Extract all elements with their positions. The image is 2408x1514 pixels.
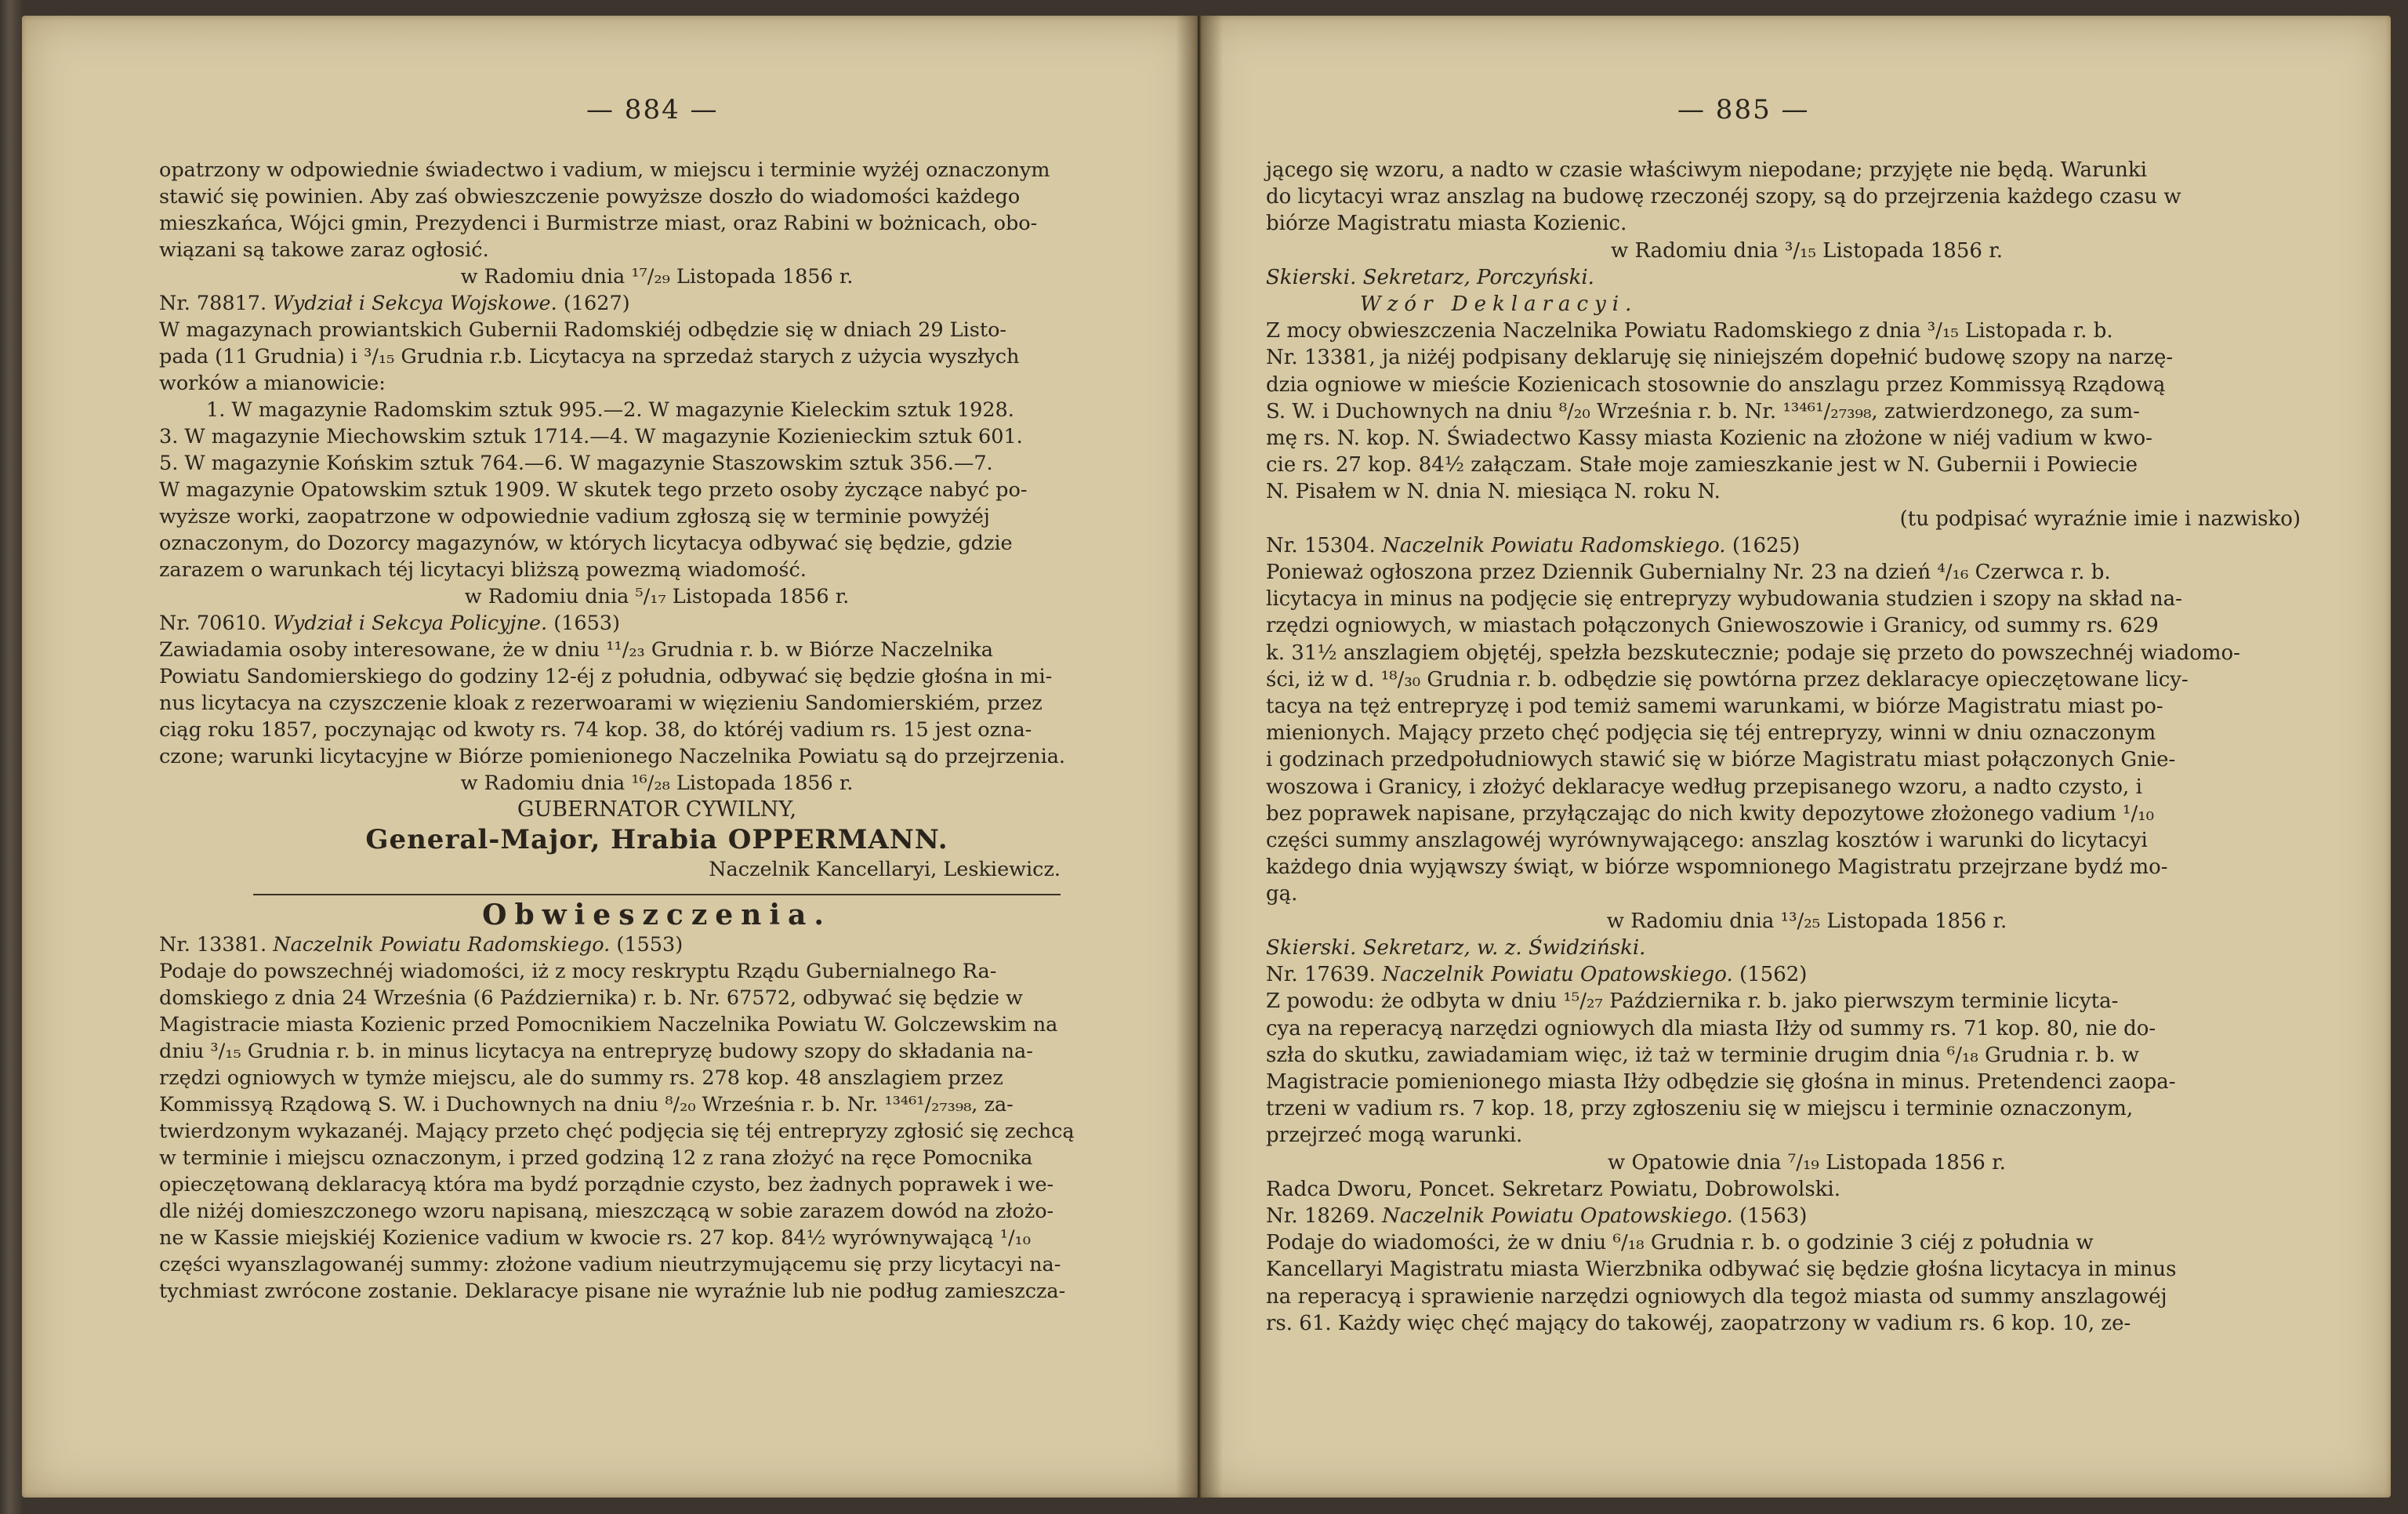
text-line: mieszkańca, Wójci gmin, Prezydenci i Burmistrze miast, oraz Rabini w bożnicach, obo- [159,212,1038,235]
text-line: worków a mianowicie: [159,372,386,395]
text-line: cie rs. 27 kop. 84½ załączam. Stałe moje zamieszkanie jest w N. Gubernii i Powiecie [1266,453,2138,477]
text-line: Podaje do powszechnéj wiadomości, iż z mocy reskryptu Rządu Gubernialnego Ra- [159,960,997,983]
text-line: Z powodu: że odbyta w dniu ¹⁵/₂₇ Października r. b. jako pierwszym terminie licyta- [1266,989,2119,1014]
notice-number: Nr. 17639. [1266,963,1376,987]
text-line: w terminie i miejscu oznaczonym, i przed godziną 12 z rana złożyć na ręce Pomocnika [159,1146,1033,1170]
signature-left: Radca Dworu, Poncet. [1266,1177,1496,1201]
text-line: ści, iż w d. ¹⁸/₃₀ Grudnia r. b. odbędzie się powtórna przez deklaracye opieczętowane licy- [1266,667,2189,692]
text-line: rzędzi ogniowych w tymże miejscu, ale do summy rs. 278 kop. 48 anszlagiem przez [159,1066,1003,1090]
notice-number: Nr. 18269. [1266,1204,1376,1228]
text-line: tacya na tęż entrepryzę i pod temiż samemi warunkami, w biórze Magistratu miast po- [1266,695,2163,719]
text-line: mę rs. N. kop. N. Świadectwo Kassy miasta Kozienic na złożone w niéj vadium w kwo- [1266,427,2152,451]
text-line: na reperacyą i sprawienie narzędzi ogniowych dla tegoż miasta od summy anszlagowéj [1266,1284,2167,1309]
notice-header [1266,532,2348,559]
left-body-text [159,157,1155,1305]
text-line: Ponieważ ogłoszona przez Dziennik Gubernialny Nr. 23 na dzień ⁴/₁₆ Czerwca r. b. [1266,561,2111,585]
text-line: gą. [1266,882,1298,906]
text-line: twierdzonym wykazanéj. Mający przeto chęć podjęcia się téj entrepryzy zgłosić się zechcą [159,1120,1075,1143]
notice-code: (1653) [553,612,620,635]
text-line: jącego się wzoru, a nadto w czasie właściwym niepodane; przyjęte nie będą. Warunki [1266,158,2147,182]
notice-number: Nr. 15304. [1266,533,1376,557]
text-line: pada (11 Grudnia) i ³/₁₅ Grudnia r.b. Licytacya na sprzedaż starych z użycia wyszłych [159,345,1020,369]
text-line: Podaje do wiadomości, że w dniu ⁶/₁₈ Grudnia r. b. o godzinie 3 ciéj z południa w [1266,1231,2094,1255]
text-line: dniu ³/₁₅ Grudnia r. b. in minus licytacya na entrepryzę budowy szopy do składania na- [159,1040,1033,1063]
text-line: k. 31½ anszlagiem objętéj, spełzła bezskutecznie; podaje się przeto do powszechnéj wiadomo- [1266,641,2240,665]
date-line: w Radomiu dnia ¹³/₂₅ Listopada 1856 r. [1606,909,2007,933]
text-line: woszowa i Granicy, i złożyć deklaracye według przepisanego wzoru, a nadto czysto, i [1266,775,2142,799]
signature-line [1266,935,2348,961]
notice-office: Naczelnik Powiatu Opatowskiego. [1382,963,1733,987]
text-line: Kommissyą Rządową S. W. i Duchownych na dniu ⁸/₂₀ Września r. b. Nr. ¹³⁴⁶¹/₂₇₃₉₈, za- [159,1093,1014,1116]
text-line: opatrzony w odpowiednie świadectwo i vadium, w miejscu i terminie wyżéj oznaczonym [159,158,1050,182]
text-line: tychmiast zwrócone zostanie. Deklaracye pisane nie wyraźnie lub nie podług zamieszcza- [159,1280,1066,1303]
text-line: Magistracie pomienionego miasta Iłży odbędzie się głośna in minus. Pretendenci zaopa- [1266,1069,2176,1094]
text-line: części summy anszlagowéj wyrównywającego: anszlag kosztów i warunki do licytacyi [1266,829,2148,853]
text-line: szła do skutku, zawiadamiam więc, iż taż w terminie drugim dnia ⁶/₁₈ Grudnia r. b. w [1266,1043,2140,1067]
text-line: opieczętowaną deklaracyą która ma bydź porządnie czysto, bez żadnych poprawek i we- [159,1173,1054,1196]
text-line: mienionych. Mający przeto chęć podjęcia się téj entrepryzy, winni w dniu oznaczonym [1266,721,2156,746]
form-title: Wzór Deklaracyi. [1360,292,1638,317]
text-line: Powiatu Sandomierskiego do godziny 12-éj z południa, odbywać się będzie głośna in mi- [159,665,1053,688]
text-line: przejrzeć mogą warunki. [1266,1124,1523,1148]
notice-code: (1625) [1732,533,1801,557]
text-line: ciąg roku 1857, poczynając od kwoty rs. 74 kop. 38, do któréj vadium rs. 15 jest ozna- [159,718,1032,742]
text-line: domskiego z dnia 24 Września (6 Października) r. b. Nr. 67572, odbywać się będzie w [159,986,1023,1010]
signature-note: (tu podpisać wyraźnie imie i nazwisko) [1899,506,2301,531]
text-line: dle niżéj domieszczonego wzoru napisaną, mieszczącą w sobie zarazem dowód na złożo- [159,1200,1054,1223]
chancellery-signature: Naczelnik Kancellaryi, Leskiewicz. [709,858,1061,881]
signature-left: Skierski. [1266,935,1357,960]
notice-header [159,290,1155,317]
text-line: czone; warunki licytacyjne w Biórze pomienionego Naczelnika Powiatu są do przejrzenia. [159,745,1066,768]
notice-office: Naczelnik Powiatu Radomskiego. [273,933,611,957]
signature-right: Sekretarz, Porczyński. [1362,265,1594,289]
date-line: w Radomiu dnia ¹⁷/₂₉ Listopada 1856 r. [460,265,854,289]
text-line: 3. W magazynie Miechowskim sztuk 1714.—4. W magazynie Kozienieckim sztuk 601. [159,425,1023,448]
notice-code: (1627) [563,292,630,315]
text-line: Kancellaryi Magistratu miasta Wierzbnika odbywać się będzie głośna licytacya in minus [1266,1258,2177,1282]
section-divider [253,894,1061,895]
text-line: licytacya in minus na podjęcie się entrepryzy wybudowania studzien i szopy na skład na- [1266,587,2182,612]
text-line: do licytacyi wraz anszlag na budowę rzeczonéj szopy, są do przejrzenia każdego czasu w [1266,185,2181,209]
right-page [1199,16,2391,1498]
signature-right: Sekretarz Powiatu, Dobrowolski. [1501,1177,1840,1201]
notice-header [159,931,1155,958]
notice-office: Wydział i Sekcya Wojskowe. [273,292,557,315]
notice-number: Nr. 78817. [159,292,267,315]
text-line: nus licytacya na czyszczenie kloak z rezerwoarami w więzieniu Sandomierskiém, przez [159,692,1043,715]
notice-number: Nr. 70610. [159,612,267,635]
notice-office: Wydział i Sekcya Policyjne. [273,612,548,635]
signature-line [1266,264,2348,291]
date-line: w Radomiu dnia ¹⁶/₂₈ Listopada 1856 r. [460,772,854,795]
section-title: Obwieszczenia. [482,899,832,931]
text-line: N. Pisałem w N. dnia N. miesiąca N. roku N. [1266,480,1721,504]
text-line: W magazynach prowiantskich Gubernii Radomskiéj odbędzie się w dniach 29 Listo- [159,318,1007,342]
notice-header [1266,961,2348,988]
left-page [22,16,1198,1498]
date-line: w Radomiu dnia ³/₁₅ Listopada 1856 r. [1610,238,2004,263]
text-line: Zawiadamia osoby interesowane, że w dniu ¹¹/₂₃ Grudnia r. b. w Biórze Naczelnika [159,638,993,662]
text-line: części wyanszlagowanéj summy: złożone vadium nieutrzymującemu się przy licytacyi na- [159,1253,1061,1276]
text-line: W magazynie Opatowskim sztuk 1909. W skutek tego przeto osoby życzące nabyć po- [159,478,1028,502]
text-line: oznaczonym, do Dozorcy magazynów, w których licytacya odbywać się będzie, gdzie [159,532,1013,555]
text-line: dzia ogniowe w mieście Kozienicach stosownie do anszlagu przez Kommissyą Rządową [1266,372,2166,397]
notice-office: Naczelnik Powiatu Opatowskiego. [1382,1204,1733,1228]
notice-header [159,610,1155,637]
text-line: każdego dnia wyjąwszy świąt, w biórze wspomnionego Magistratu przejrzane bydź mo- [1266,855,2168,880]
signature-line [1266,1176,2348,1203]
right-page-number: — 885 — [1677,94,1810,125]
general-signature: General-Major, Hrabia OPPERMANN. [365,824,948,855]
notice-header [1266,1203,2348,1229]
text-line: zarazem o warunkach téj licytacyi bliższą powezmą wiadomość. [159,558,807,582]
text-line: rs. 61. Każdy więc chęć mający do takowéj, zaopatrzony w vadium rs. 6 kop. 10, ze- [1266,1311,2131,1335]
signature-left: Skierski. [1266,265,1357,289]
text-line: Nr. 13381, ja niżéj podpisany deklaruję się niniejszém dopełnić budowę szopy na narzę- [1266,346,2174,370]
text-line: wiązani są takowe zaraz ogłosić. [159,238,489,262]
text-line: biórze Magistratu miasta Kozienic. [1266,212,1627,236]
text-line: S. W. i Duchownych na dniu ⁸/₂₀ Września r. b. Nr. ¹³⁴⁶¹/₂₇₃₉₈, zatwierdzonego, za sum- [1266,399,2140,423]
notice-code: (1553) [616,933,684,957]
governor-title: GUBERNATOR CYWILNY, [517,797,797,822]
text-line: ne w Kassie miejskiéj Kozienice vadium w kwocie rs. 27 kop. 84½ wyrównywającą ¹/₁₀ [159,1226,1031,1250]
notice-number: Nr. 13381. [159,933,267,957]
notice-office: Naczelnik Powiatu Radomskiego. [1382,533,1726,557]
text-line: bez poprawek napisane, przyłączając do nich kwity depozytowe złożonego vadium ¹/₁₀ [1266,801,2155,826]
text-line: Magistracie miasta Kozienic przed Pomocnikiem Naczelnika Powiatu W. Golczewskim na [159,1013,1058,1037]
notice-code: (1562) [1739,963,1808,987]
text-line: 1. W magazynie Radomskim sztuk 995.—2. W magazynie Kieleckim sztuk 1928. [206,398,1014,422]
date-line: w Radomiu dnia ⁵/₁₇ Listopada 1856 r. [464,585,850,608]
signature-right: Sekretarz, w. z. Świdziński. [1362,935,1646,960]
text-line: wyższe worki, zaopatrzone w odpowiednie vadium zgłoszą się w terminie powyżéj [159,505,990,528]
date-line: w Opatowie dnia ⁷/₁₉ Listopada 1856 r. [1608,1150,2006,1175]
text-line: i godzinach przedpołudniowych stawić się w biórze Magistratu miast połączonych Gnie- [1266,748,2176,772]
text-line: stawić się powinien. Aby zaś obwieszczenie powyższe doszło do wiadomości każdego [159,185,1021,209]
left-page-number: — 884 — [586,94,719,125]
notice-code: (1563) [1739,1204,1808,1228]
text-line: Z mocy obwieszczenia Naczelnika Powiatu Radomskiego z dnia ³/₁₅ Listopada r. b. [1266,319,2113,343]
text-line: 5. W magazynie Końskim sztuk 764.—6. W magazynie Staszowskim sztuk 356.—7. [159,452,993,475]
text-line: trzeni w vadium rs. 7 kop. 18, przy zgłoszeniu się w miejscu i terminie oznaczonym, [1266,1097,2134,1121]
right-body-text [1266,157,2348,1337]
text-line: cya na reperacyą narzędzi ogniowych dla miasta Iłży od summy rs. 71 kop. 80, nie do- [1266,1016,2156,1040]
text-line: rzędzi ogniowych, w miastach połączonych Gniewoszowie i Granicy, od summy rs. 629 [1266,614,2159,638]
